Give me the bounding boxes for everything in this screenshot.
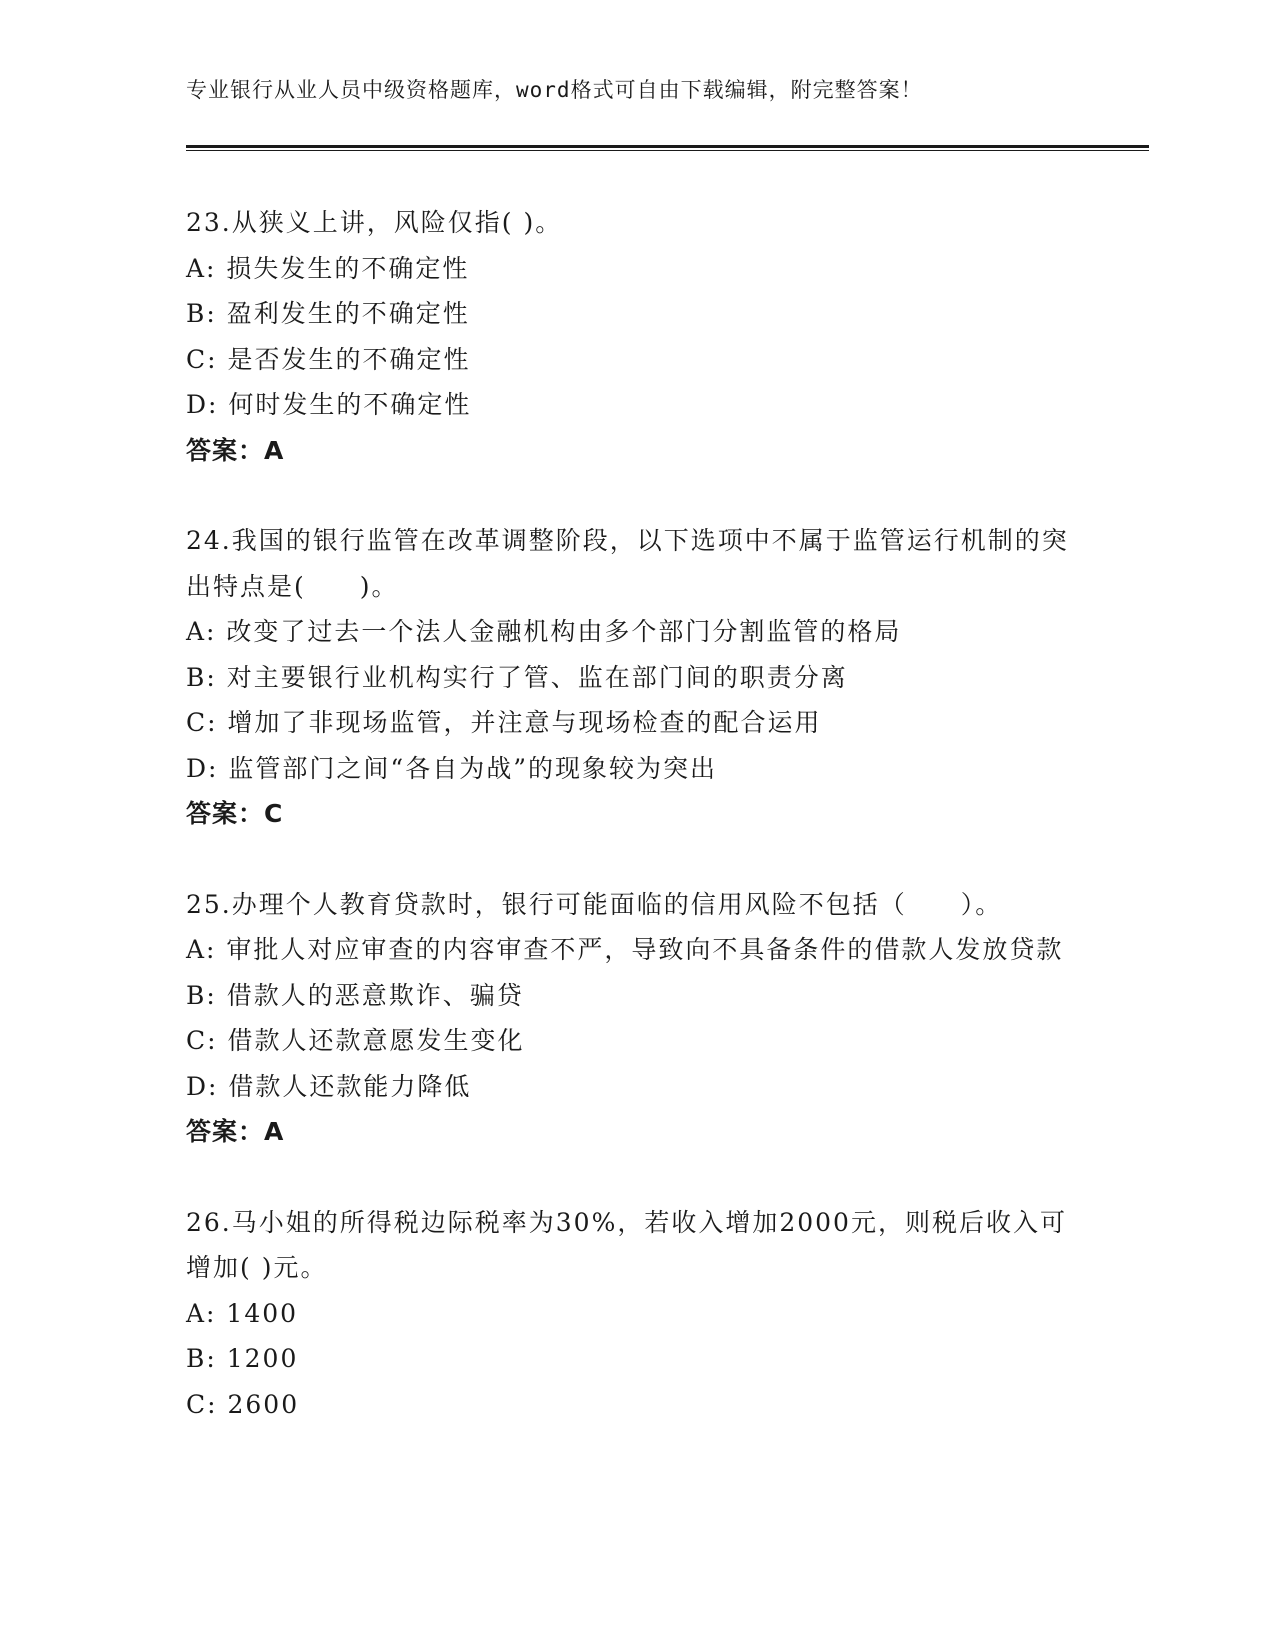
option-d: D: 监管部门之间“各自为战”的现象较为突出	[186, 753, 717, 783]
question-26	[186, 1200, 1086, 1428]
answer-line: 答案：C	[186, 799, 284, 828]
option-b: B: 1200	[186, 1344, 299, 1373]
option-d: D: 借款人还款能力降低	[186, 1071, 472, 1101]
option-a: A: 1400	[186, 1298, 299, 1328]
header-divider	[186, 145, 1149, 151]
answer-line: 答案：A	[186, 1117, 285, 1146]
option-a: A: 改变了过去一个法人金融机构由多个部门分割监管的格局	[186, 617, 902, 646]
question-stem: 26.马小姐的所得税边际税率为30%，若收入增加2000元，则税后收入可增加( )元。	[186, 1207, 1067, 1282]
option-d: D: 何时发生的不确定性	[186, 390, 472, 419]
question-24	[186, 518, 1086, 837]
question-stem: 23.从狭义上讲，风险仅指( )。	[186, 208, 563, 237]
option-c: C: 是否发生的不确定性	[186, 344, 471, 374]
answer-line: 答案：A	[186, 435, 285, 465]
page-header: 专业银行从业人员中级资格题库，word格式可自由下载编辑，附完整答案！	[186, 78, 923, 102]
option-a: A: 审批人对应审查的内容审查不严，导致向不具备条件的借款人发放贷款	[186, 935, 1064, 964]
question-25	[186, 882, 1086, 1155]
option-b: B: 盈利发生的不确定性	[186, 299, 470, 328]
header-divider-thin	[186, 150, 1149, 151]
option-b: B: 对主要银行业机构实行了管、监在部门间的职责分离	[186, 662, 848, 692]
question-23	[186, 200, 1086, 473]
option-a: A: 损失发生的不确定性	[186, 253, 470, 283]
option-c: C: 借款人还款意愿发生变化	[186, 1026, 525, 1055]
option-b: B: 借款人的恶意欺诈、骗贷	[186, 980, 524, 1010]
question-stem: 24.我国的银行监管在改革调整阶段，以下选项中不属于监管运行机制的突出特点是( )。	[186, 526, 1069, 601]
header-divider-thick	[186, 145, 1149, 148]
question-list	[186, 200, 1086, 1472]
option-c: C: 增加了非现场监管，并注意与现场检查的配合运用	[186, 708, 822, 737]
question-stem: 25.办理个人教育贷款时，银行可能面临的信用风险不包括（ ）。	[186, 889, 1003, 919]
option-c: C: 2600	[186, 1389, 300, 1419]
